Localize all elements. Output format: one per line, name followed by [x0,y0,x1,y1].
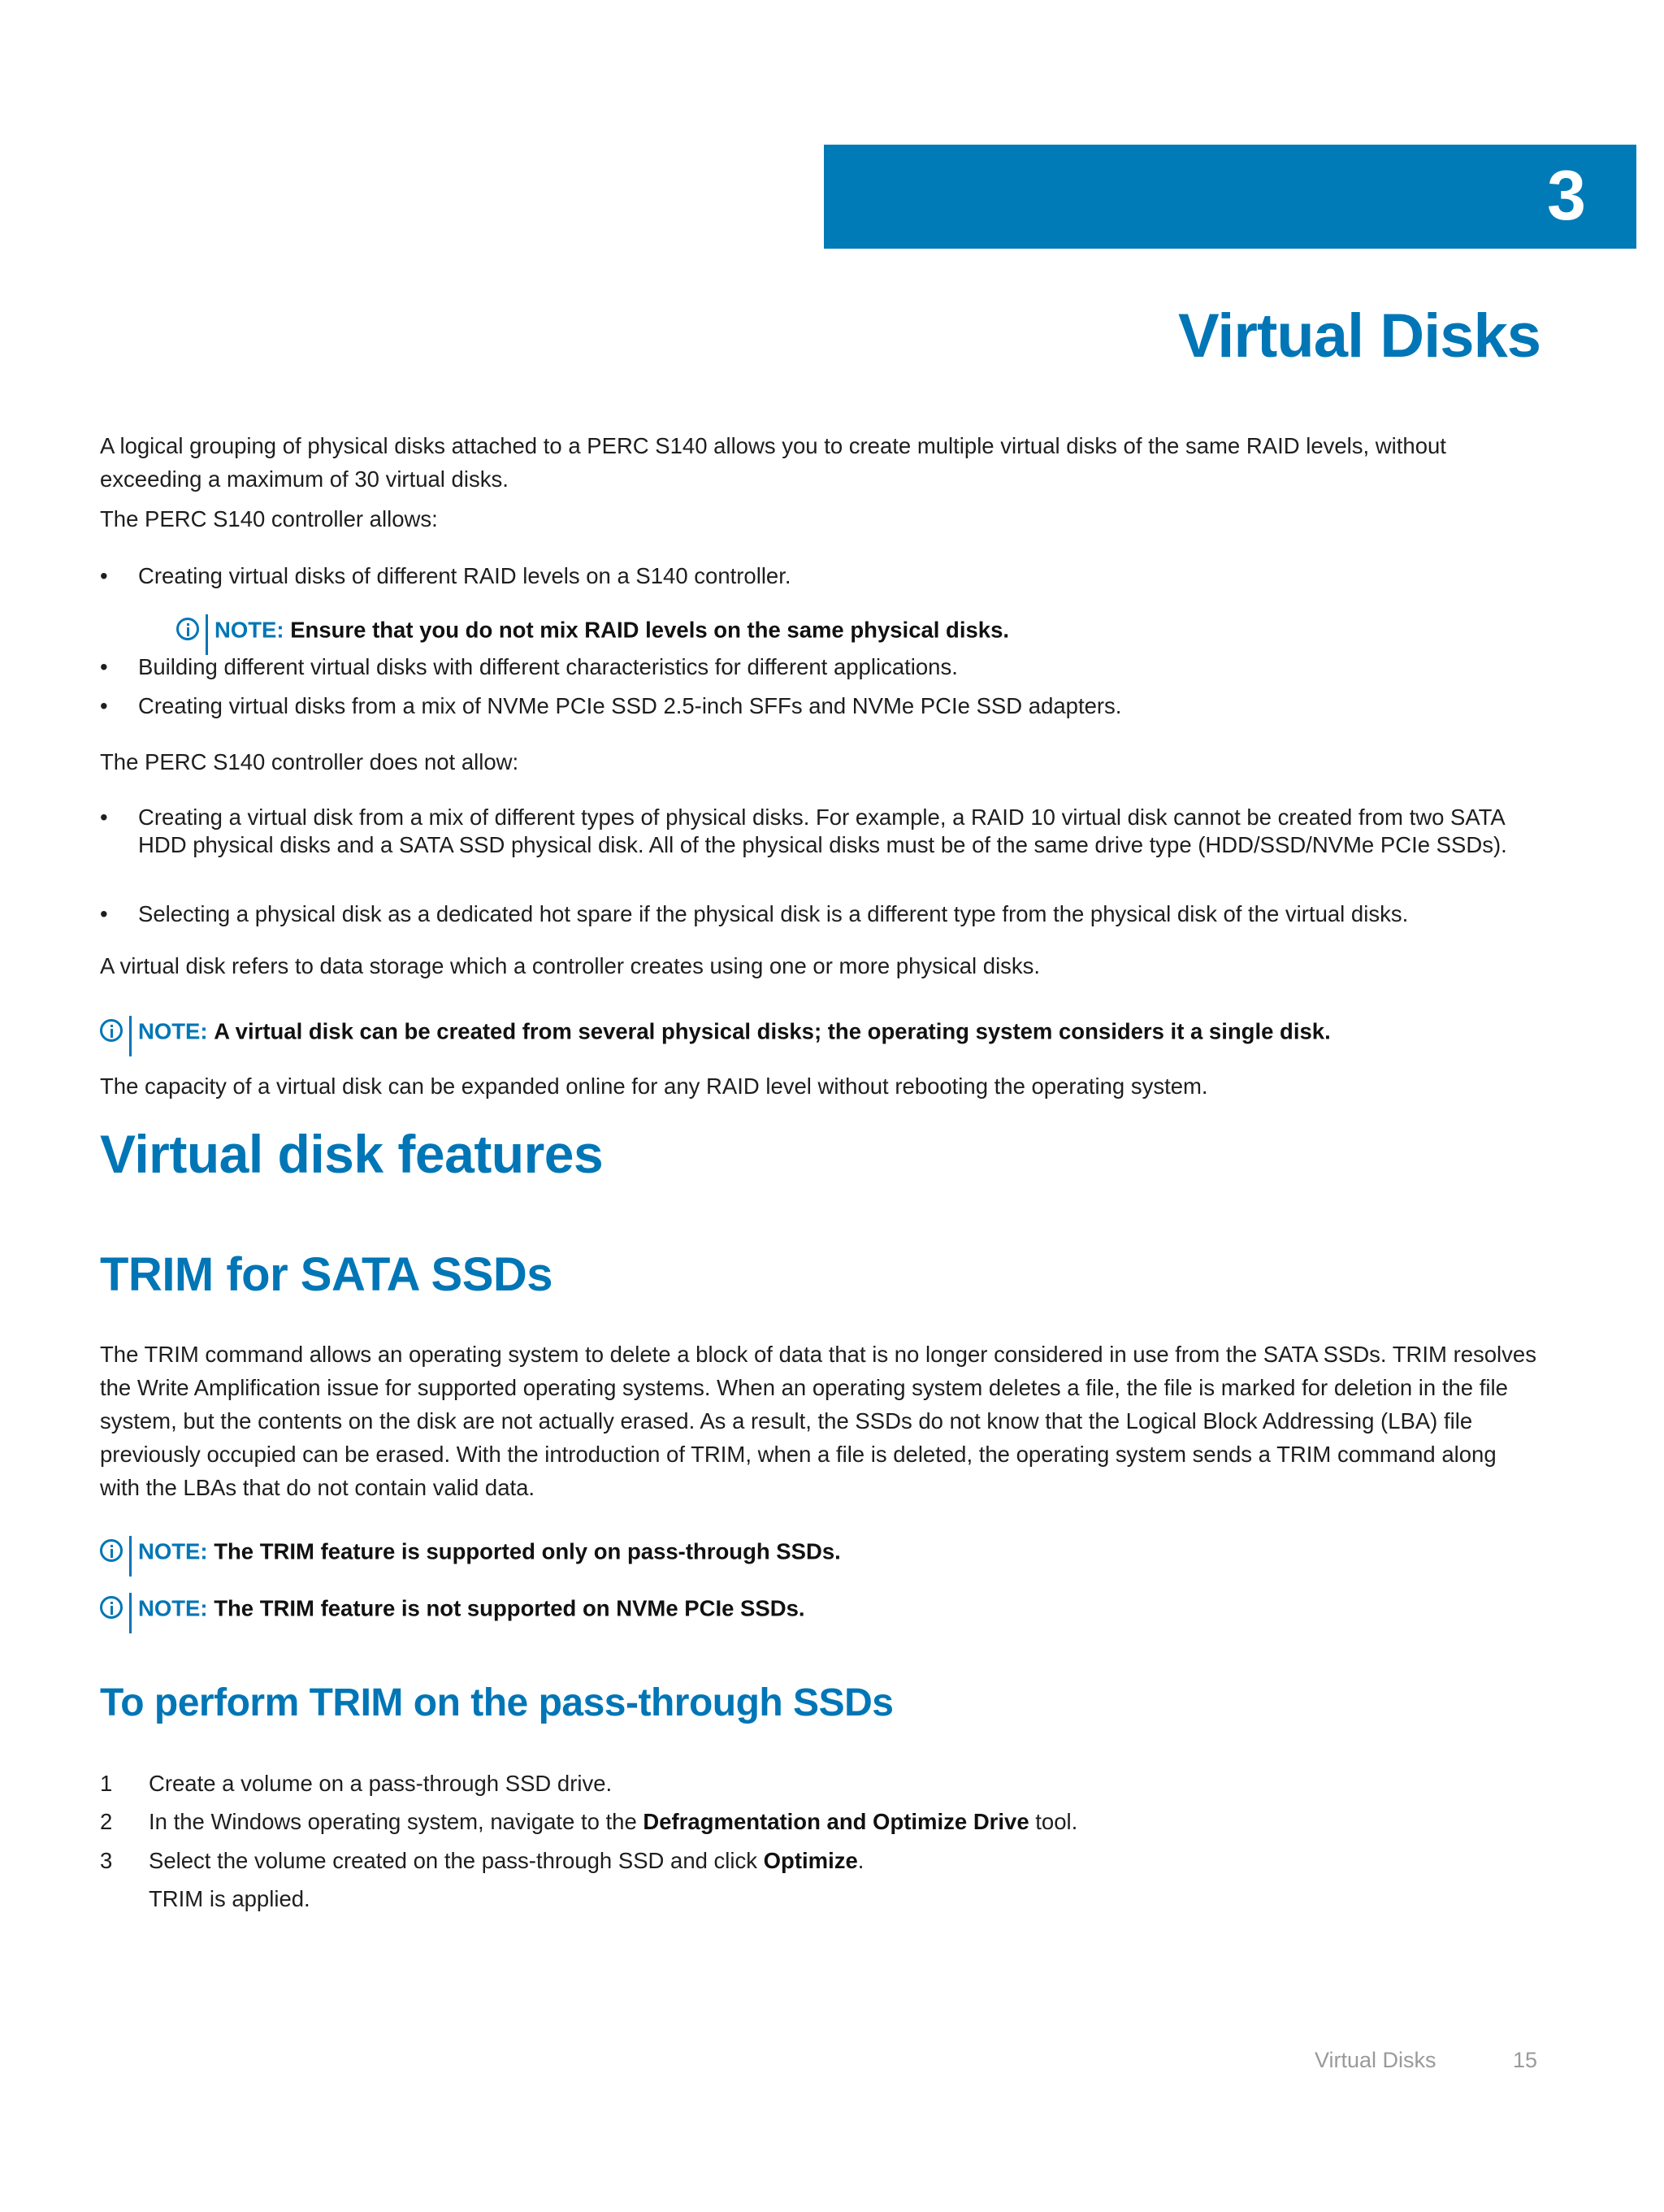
bullet-icon: • [100,693,108,718]
footer-section-title: Virtual Disks [1315,2048,1436,2072]
chapter-number: 3 [1547,157,1586,235]
trim-paragraph: The TRIM command allows an operating system to delete a block of data that is no longer considered in use from the SATA SSDs. TRIM resolves the Write Amplification issue for supported operating systems. When an operating system deletes a file, the file is marked for deletion in the file system, but the contents on the disk are not actually erased. As a result, the SSDs do not know that the Logical Block Addressing (LBA) file previously occupied can be erased. With the introduction of TRIM, when a file is deleted, the operating system sends a TRIM command along with the LBAs that do not contain valid data. [100,1342,1536,1500]
section-heading: Virtual disk features [100,1124,604,1184]
note-text: The TRIM feature is not supported on NVMe PCIe SSDs. [214,1595,805,1621]
info-icon [176,618,199,640]
note-divider [129,1536,132,1577]
note-callout [100,1533,841,1573]
note-label: NOTE: [138,1018,208,1044]
info-icon [100,1596,123,1619]
not-allow-heading: The PERC S140 controller does not allow: [100,749,519,774]
note-divider [206,614,208,655]
bullet-icon: • [100,901,108,926]
note-divider [129,1593,132,1633]
subsection-heading: TRIM for SATA SSDs [100,1248,553,1301]
note-callout [176,611,1009,652]
note-text: The TRIM feature is supported only on pass-through SSDs. [214,1538,841,1564]
note-divider [129,1016,132,1056]
chapter-title: Virtual Disks [1177,301,1540,371]
info-icon [100,1019,123,1042]
page-number: 15 [1513,2048,1538,2072]
bullet-icon: • [100,654,108,679]
note-callout [100,1013,1331,1053]
chapter-banner [824,145,1636,249]
intro-paragraph: A logical grouping of physical disks attached to a PERC S140 allows you to create multiple virtual disks of the same RAID levels, without exceeding a maximum of 30 virtual disks. [100,433,1446,492]
procedure-heading: To perform TRIM on the pass-through SSDs [100,1681,894,1724]
bullet-icon: • [100,563,108,588]
capacity-paragraph: The capacity of a virtual disk can be expanded online for any RAID level without rebooting the operating system. [100,1073,1208,1099]
info-icon [100,1539,123,1562]
note-label: NOTE: [138,1538,208,1564]
tool-name: Defragmentation and Optimize Drive [643,1809,1029,1834]
note-label: NOTE: [138,1595,208,1621]
note-label: NOTE: [214,617,284,643]
allows-heading: The PERC S140 controller allows: [100,506,438,531]
note-callout [100,1590,805,1630]
definition-paragraph: A virtual disk refers to data storage which a controller creates using one or more physical disks. [100,953,1041,978]
note-text: A virtual disk can be created from several physical disks; the operating system considers it a single disk. [214,1018,1331,1044]
button-name: Optimize [763,1848,858,1873]
bullet-icon: • [100,805,108,830]
note-text: Ensure that you do not mix RAID levels on the same physical disks. [290,617,1010,643]
